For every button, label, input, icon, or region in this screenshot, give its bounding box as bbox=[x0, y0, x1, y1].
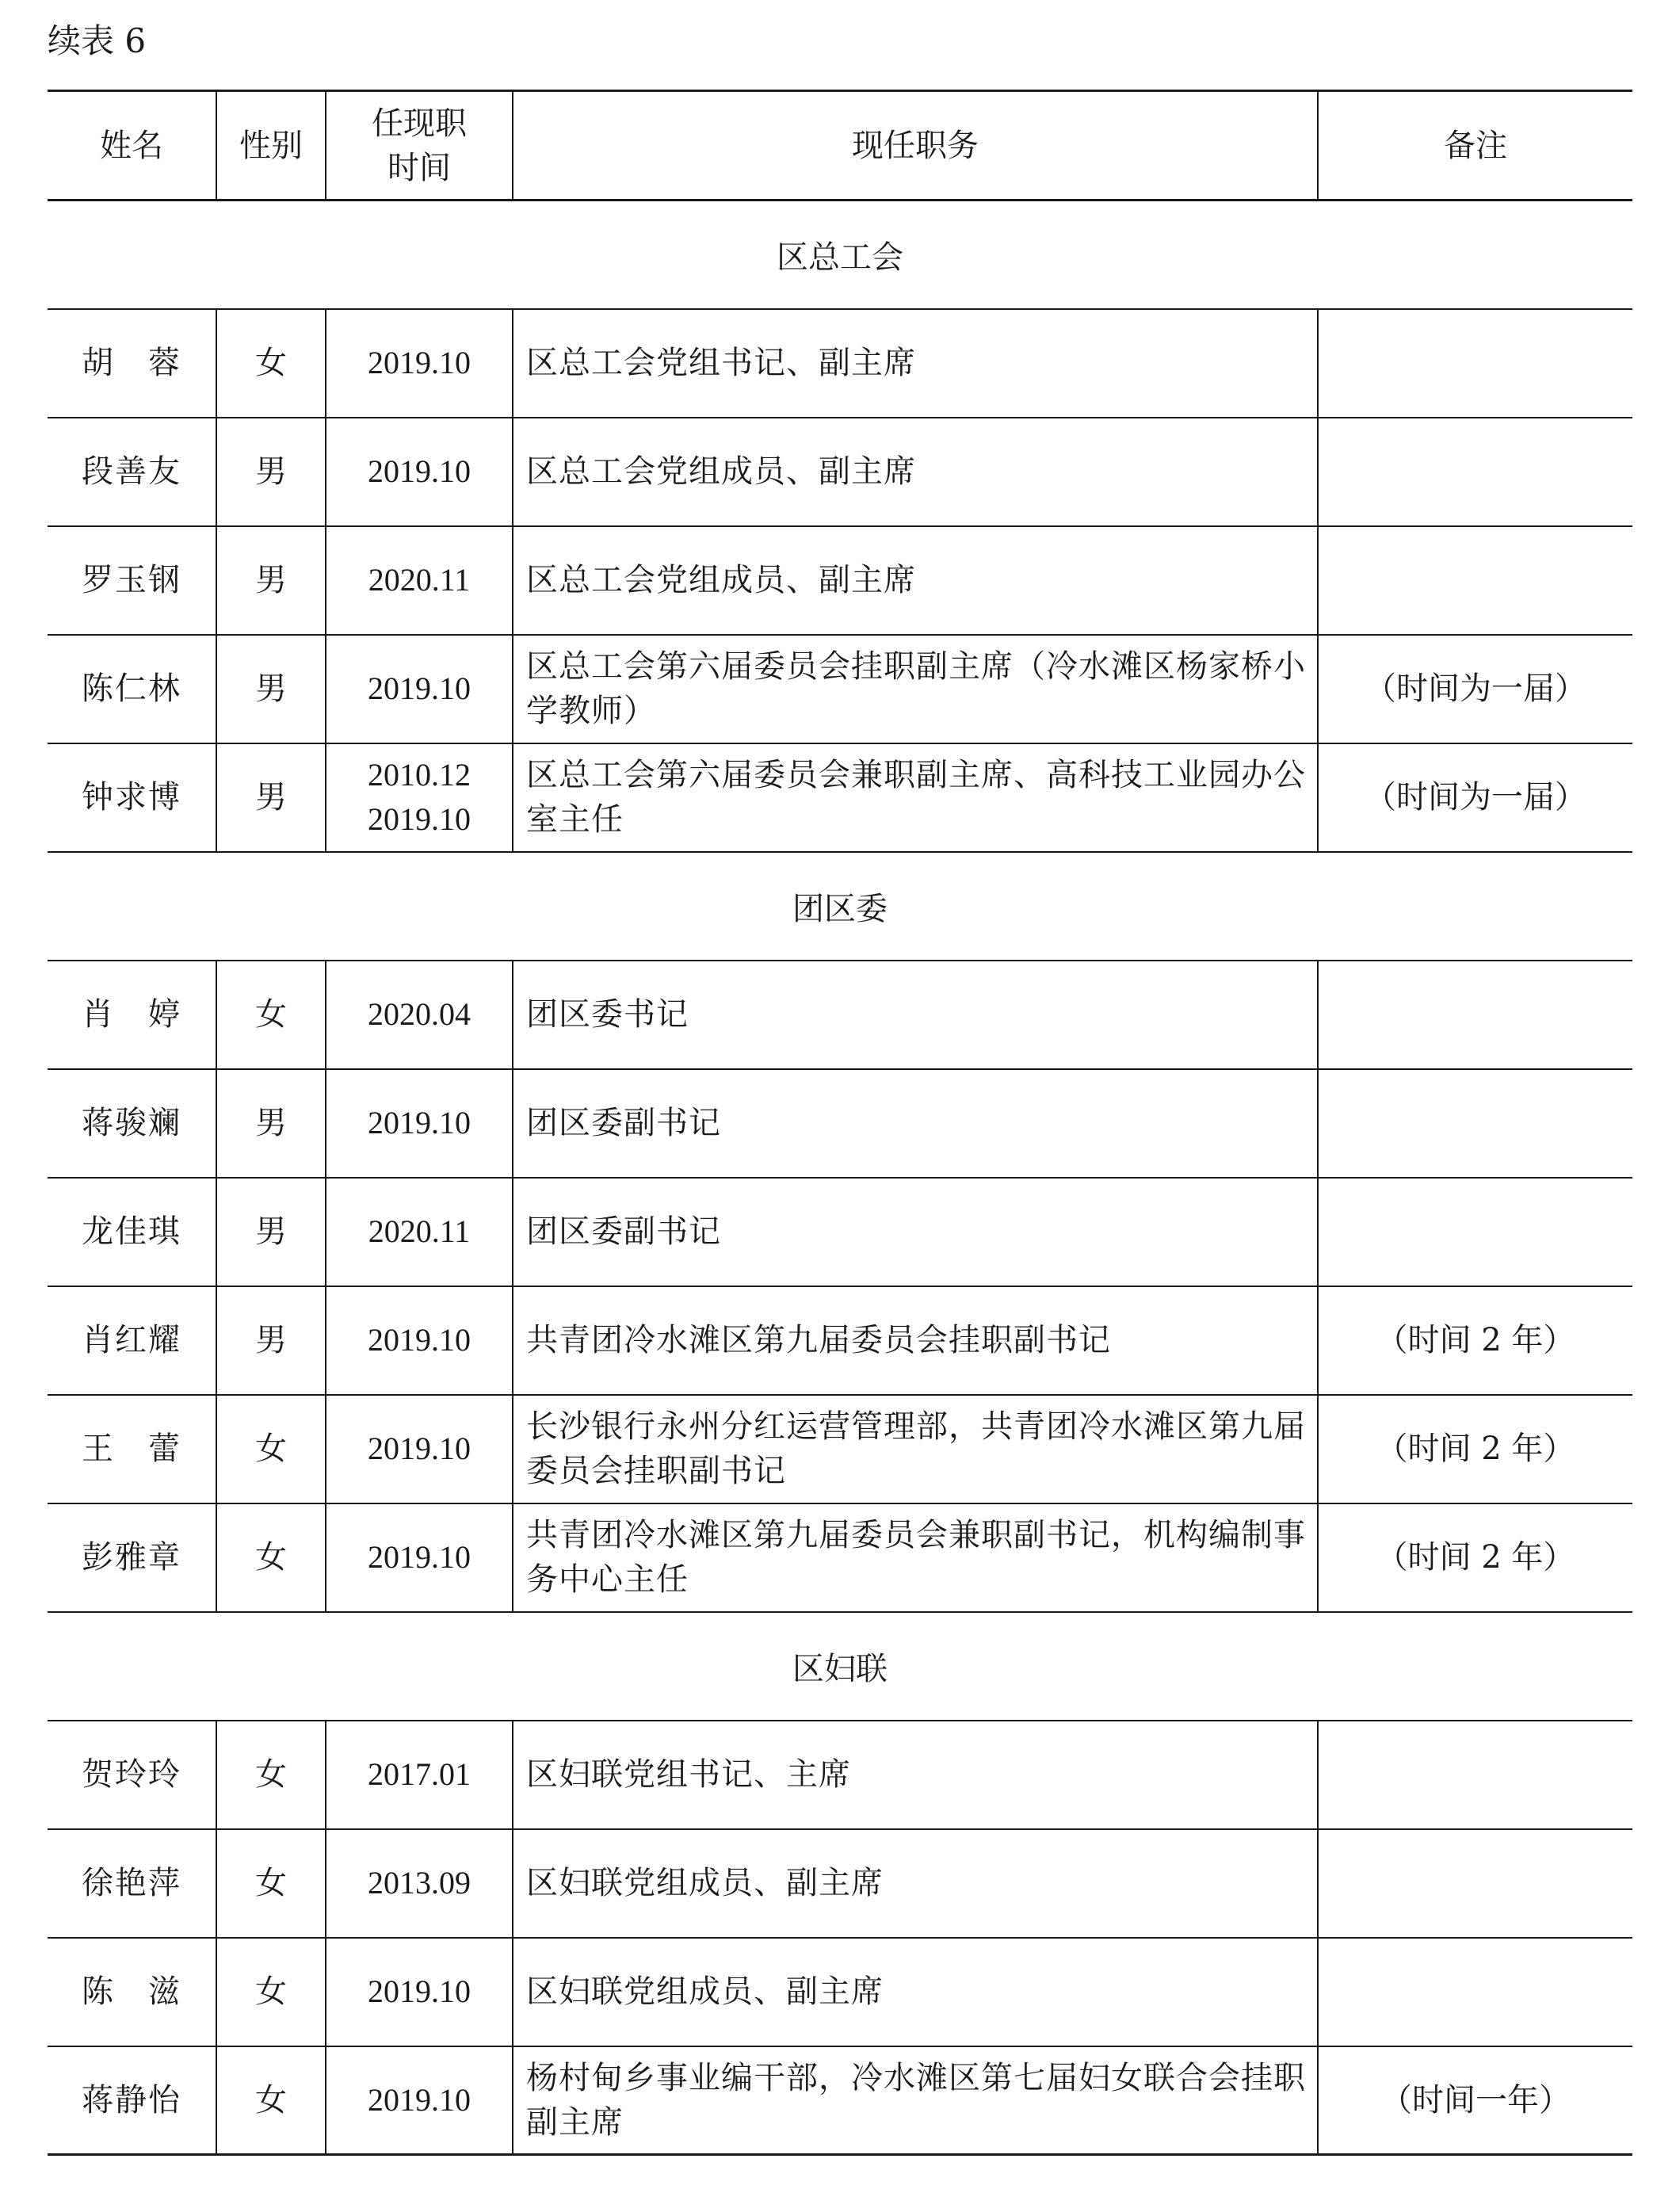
section-header-row bbox=[48, 201, 1632, 309]
cell-name: 钟求博 bbox=[48, 743, 216, 852]
cell-date bbox=[326, 961, 513, 1069]
header-note: 备注 bbox=[1318, 91, 1632, 201]
cell-position: 共青团冷水滩区第九届委员会兼职副书记，机构编制事务中心主任 bbox=[513, 1503, 1318, 1612]
cell-sex: 男 bbox=[216, 526, 326, 635]
cell-position: 区总工会党组书记、副主席 bbox=[513, 309, 1318, 418]
cell-position: 共青团冷水滩区第九届委员会挂职副书记 bbox=[513, 1286, 1318, 1395]
cell-date bbox=[326, 1178, 513, 1286]
cell-date bbox=[326, 1938, 513, 2046]
cell-date bbox=[326, 418, 513, 526]
table-row bbox=[48, 1286, 1632, 1395]
cell-date bbox=[326, 309, 513, 418]
cell-note: （时间为一届） bbox=[1318, 743, 1632, 852]
table-row bbox=[48, 1829, 1632, 1938]
cell-date-value: 2010.12 bbox=[368, 757, 471, 793]
table-row bbox=[48, 1178, 1632, 1286]
cell-date-value: 2019.10 bbox=[368, 453, 471, 489]
cell-sex: 女 bbox=[216, 1938, 326, 2046]
cell-date-value: 2019.10 bbox=[368, 1322, 471, 1358]
header-date-line2: 时间 bbox=[387, 149, 451, 186]
table-row bbox=[48, 1503, 1632, 1612]
cell-date-value: 2019.10 bbox=[368, 1105, 471, 1140]
cell-name: 徐艳萍 bbox=[48, 1829, 216, 1938]
cell-name: 肖红耀 bbox=[48, 1286, 216, 1395]
table-caption: 续表 6 bbox=[48, 21, 147, 60]
cell-date-value: 2013.09 bbox=[368, 1865, 471, 1901]
cell-name: 胡 蓉 bbox=[48, 309, 216, 418]
header-position: 现任职务 bbox=[513, 91, 1318, 201]
cell-name: 龙佳琪 bbox=[48, 1178, 216, 1286]
cell-date-value: 2020.11 bbox=[368, 562, 471, 598]
cell-note bbox=[1318, 309, 1632, 418]
cell-date bbox=[326, 635, 513, 743]
table-row bbox=[48, 961, 1632, 1069]
section-title: 区妇联 bbox=[48, 1612, 1632, 1721]
cell-note bbox=[1318, 961, 1632, 1069]
header-date-line1: 任现职 bbox=[372, 105, 467, 142]
cell-date-value: 2017.01 bbox=[368, 1756, 471, 1792]
cell-date-value-secondary: 2019.10 bbox=[368, 801, 471, 837]
cell-name: 陈仁林 bbox=[48, 635, 216, 743]
cell-position: 区总工会党组成员、副主席 bbox=[513, 418, 1318, 526]
cell-date bbox=[326, 2046, 513, 2155]
cell-note bbox=[1318, 1938, 1632, 2046]
table-body bbox=[48, 201, 1632, 2155]
table-row bbox=[48, 743, 1632, 852]
section-header-row bbox=[48, 852, 1632, 961]
cell-date bbox=[326, 1069, 513, 1178]
cell-position: 区总工会第六届委员会挂职副主席（冷水滩区杨家桥小学教师） bbox=[513, 635, 1318, 743]
section-header-row bbox=[48, 1612, 1632, 1721]
table-row bbox=[48, 1395, 1632, 1503]
cell-position: 团区委副书记 bbox=[513, 1178, 1318, 1286]
cell-note: （时间 2 年） bbox=[1318, 1286, 1632, 1395]
cell-note bbox=[1318, 418, 1632, 526]
table-row bbox=[48, 1938, 1632, 2046]
cell-sex: 女 bbox=[216, 309, 326, 418]
cell-name: 罗玉钢 bbox=[48, 526, 216, 635]
cell-name: 蒋骏斓 bbox=[48, 1069, 216, 1178]
cell-position: 区总工会第六届委员会兼职副主席、高科技工业园办公室主任 bbox=[513, 743, 1318, 852]
cell-position: 区总工会党组成员、副主席 bbox=[513, 526, 1318, 635]
table-row bbox=[48, 1721, 1632, 1829]
cell-sex: 女 bbox=[216, 2046, 326, 2155]
cell-sex: 男 bbox=[216, 743, 326, 852]
cell-sex: 男 bbox=[216, 418, 326, 526]
cell-note bbox=[1318, 526, 1632, 635]
personnel-table bbox=[48, 90, 1632, 2156]
table-header bbox=[48, 91, 1632, 201]
cell-name: 肖 婷 bbox=[48, 961, 216, 1069]
cell-date-value: 2019.10 bbox=[368, 1431, 471, 1466]
section-title: 团区委 bbox=[48, 852, 1632, 961]
cell-sex: 男 bbox=[216, 635, 326, 743]
cell-sex: 女 bbox=[216, 1503, 326, 1612]
header-sex: 性别 bbox=[216, 91, 326, 201]
cell-note: （时间为一届） bbox=[1318, 635, 1632, 743]
cell-sex: 女 bbox=[216, 961, 326, 1069]
cell-sex: 女 bbox=[216, 1395, 326, 1503]
cell-position: 区妇联党组成员、副主席 bbox=[513, 1938, 1318, 2046]
cell-note bbox=[1318, 1829, 1632, 1938]
cell-note bbox=[1318, 1721, 1632, 1829]
cell-name: 蒋静怡 bbox=[48, 2046, 216, 2155]
cell-note: （时间 2 年） bbox=[1318, 1503, 1632, 1612]
cell-name: 段善友 bbox=[48, 418, 216, 526]
cell-name: 陈 滋 bbox=[48, 1938, 216, 2046]
cell-note bbox=[1318, 1178, 1632, 1286]
table-row bbox=[48, 635, 1632, 743]
table-row bbox=[48, 309, 1632, 418]
table-row bbox=[48, 418, 1632, 526]
section-title: 区总工会 bbox=[48, 201, 1632, 309]
cell-position: 团区委书记 bbox=[513, 961, 1318, 1069]
cell-position: 区妇联党组书记、主席 bbox=[513, 1721, 1318, 1829]
cell-date-value: 2019.10 bbox=[368, 345, 471, 380]
cell-date-value: 2019.10 bbox=[368, 1539, 471, 1575]
cell-note bbox=[1318, 1069, 1632, 1178]
cell-date-value: 2019.10 bbox=[368, 670, 471, 706]
table-row bbox=[48, 526, 1632, 635]
cell-name: 王 蕾 bbox=[48, 1395, 216, 1503]
cell-date-value: 2019.10 bbox=[368, 1973, 471, 2009]
header-name: 姓名 bbox=[48, 91, 216, 201]
cell-date-value: 2020.11 bbox=[368, 1213, 471, 1249]
cell-date bbox=[326, 1395, 513, 1503]
cell-position: 区妇联党组成员、副主席 bbox=[513, 1829, 1318, 1938]
cell-sex: 女 bbox=[216, 1829, 326, 1938]
cell-sex: 男 bbox=[216, 1178, 326, 1286]
cell-date-value: 2020.04 bbox=[368, 996, 471, 1032]
cell-note: （时间一年） bbox=[1318, 2046, 1632, 2155]
cell-sex: 女 bbox=[216, 1721, 326, 1829]
cell-position: 团区委副书记 bbox=[513, 1069, 1318, 1178]
cell-date bbox=[326, 1721, 513, 1829]
cell-name: 贺玲玲 bbox=[48, 1721, 216, 1829]
cell-position: 长沙银行永州分红运营管理部，共青团冷水滩区第九届委员会挂职副书记 bbox=[513, 1395, 1318, 1503]
cell-date bbox=[326, 1503, 513, 1612]
cell-sex: 男 bbox=[216, 1069, 326, 1178]
cell-date bbox=[326, 743, 513, 852]
cell-date bbox=[326, 1829, 513, 1938]
header-date bbox=[326, 91, 513, 201]
table-row bbox=[48, 1069, 1632, 1178]
cell-position: 杨村甸乡事业编干部，冷水滩区第七届妇女联合会挂职副主席 bbox=[513, 2046, 1318, 2155]
cell-note: （时间 2 年） bbox=[1318, 1395, 1632, 1503]
table-row bbox=[48, 2046, 1632, 2155]
cell-sex: 男 bbox=[216, 1286, 326, 1395]
cell-date bbox=[326, 1286, 513, 1395]
cell-date-value: 2019.10 bbox=[368, 2081, 471, 2118]
cell-date bbox=[326, 526, 513, 635]
cell-name: 彭雅章 bbox=[48, 1503, 216, 1612]
